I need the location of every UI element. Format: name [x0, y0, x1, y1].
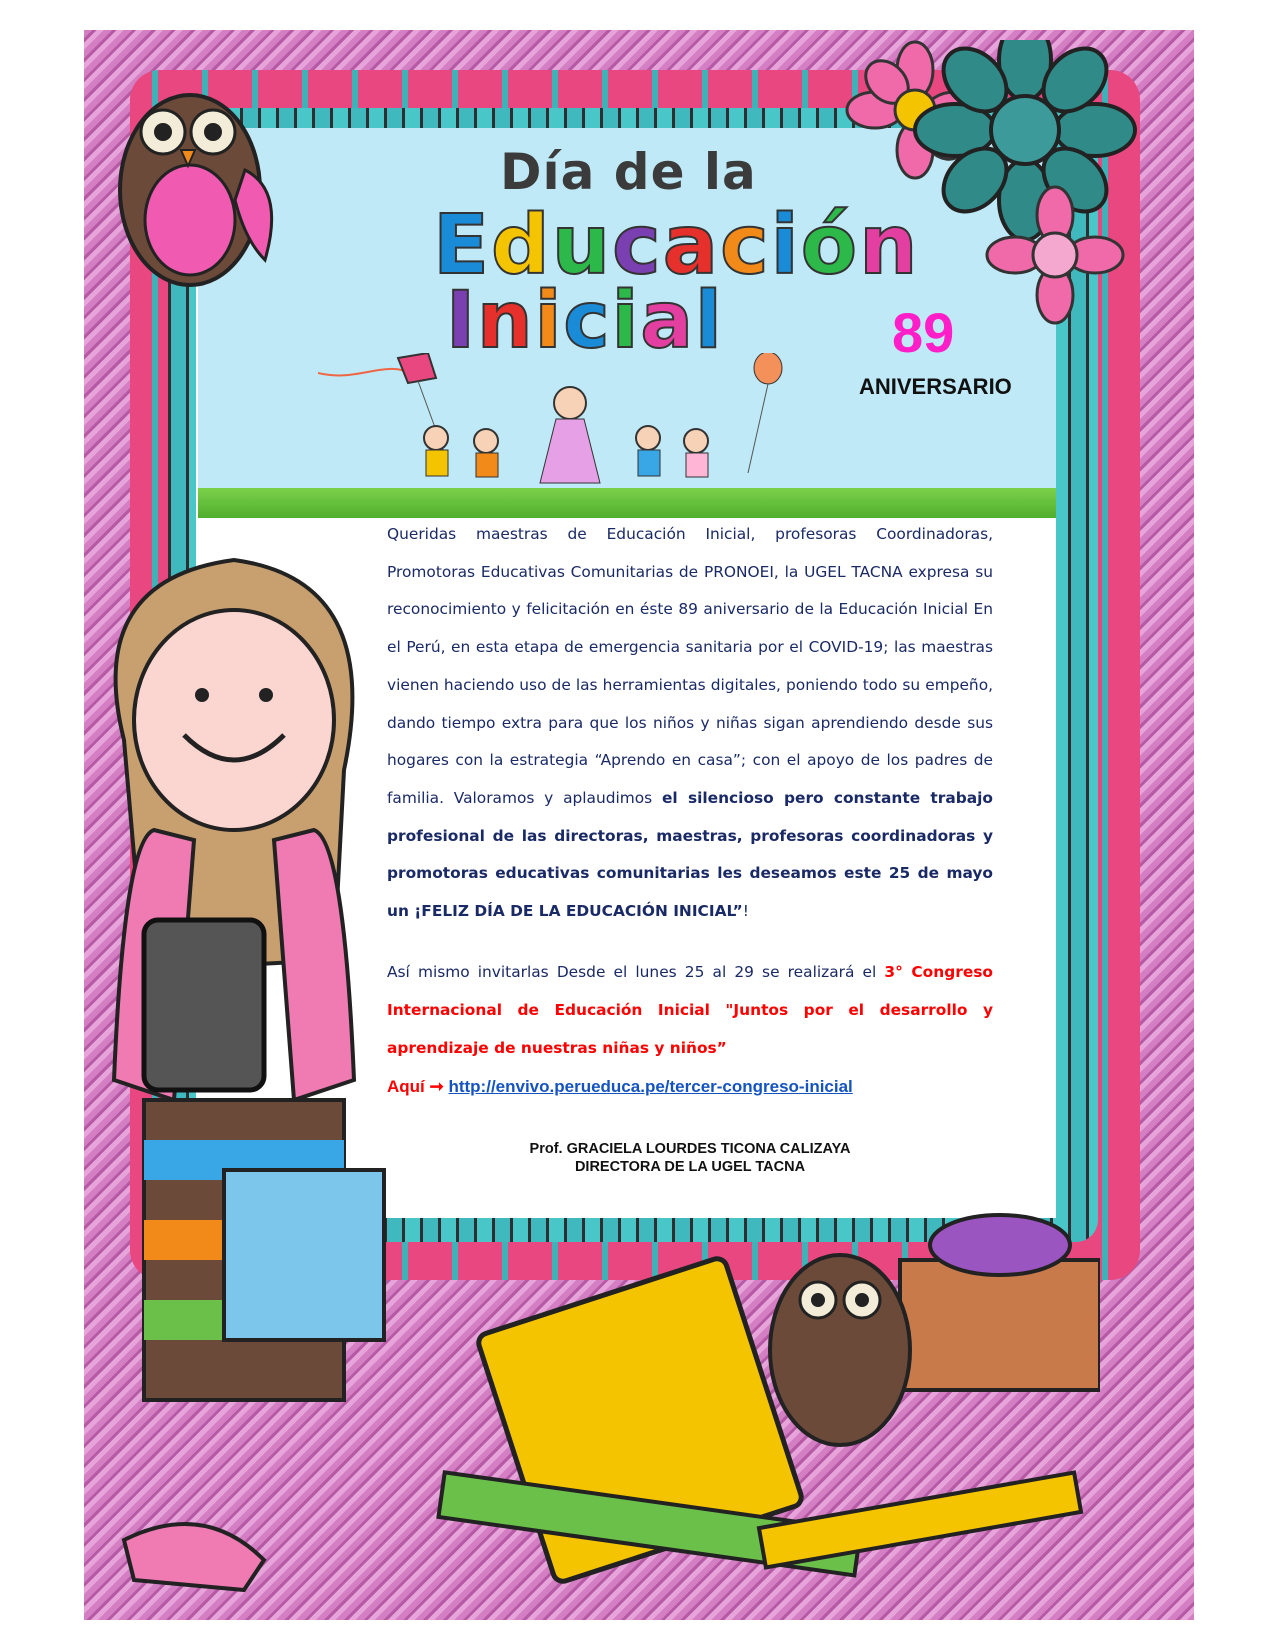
title-letter: c: [563, 276, 612, 366]
signature-name: Prof. GRACIELA LOURDES TICONA CALIZAYA: [529, 1141, 851, 1157]
title-letter: i: [770, 198, 801, 293]
letter-body: [387, 516, 993, 1097]
signature-title: DIRECTORA DE LA UGEL TACNA: [574, 1159, 806, 1175]
invitation-paragraph: [387, 953, 993, 1067]
greeting-text: Queridas maestras de Educación Inicial, profesoras Coordinadoras, Promotoras Educativas Comunitarias de PRONOEI, la UGEL TACNA expresa su reconocimiento y felicitación en éste 89 aniversario de la Educación Inicial En el Perú, en esta etapa de emergencia sanitaria por el COVID-19; las maestras vienen haciendo uso de las herramientas digitales, poniendo todo su empeño, dando tiempo extra para que los niños y niñas sigan aprendiendo desde sus hogares con la estrategia “Aprendo en casa”; con el apoyo de los padres de familia. Valoramos y aplaudimos: [387, 525, 993, 807]
congress-link[interactable]: http://envivo.perueduca.pe/tercer-congreso-inicial: [448, 1076, 853, 1096]
invitation-text: Así mismo invitarlas Desde el lunes 25 al 29 se realizará el: [387, 962, 885, 981]
link-label: Aquí ➞: [387, 1076, 449, 1096]
title-letter: I: [446, 276, 478, 366]
children-illustration: [318, 353, 798, 493]
greeting-paragraph: [387, 516, 993, 931]
title-line-1: Día de la: [500, 143, 757, 201]
signature-block: [387, 1140, 993, 1176]
link-line: [387, 1077, 993, 1097]
title-letter: u: [551, 198, 613, 293]
grass-strip: [198, 488, 1056, 518]
greeting-exclamation: !: [742, 902, 749, 921]
congress-name: 3° Congreso Internacional de Educación Inicial "Juntos por el desarrollo y aprendizaje de nuestras niñas y niños”: [387, 962, 993, 1057]
girl-illustration: [84, 540, 404, 1620]
anniversary-label: ANIVERSARIO: [859, 374, 1012, 399]
title-letter: n: [859, 198, 920, 293]
greeting-closing: ¡FELIZ DÍA DE LA EDUCACIÓN INICIAL”: [414, 902, 743, 921]
title-letter: l: [694, 276, 724, 366]
flowers-illustration: [840, 40, 1180, 330]
title-letter: a: [662, 198, 721, 293]
anniversary-number: 89: [892, 301, 955, 364]
title-letter: ó: [800, 198, 860, 293]
school-supplies-illustration: [380, 1200, 1100, 1620]
title-letter: c: [612, 198, 663, 293]
title-letter: i: [534, 276, 564, 366]
title-letter: E: [433, 198, 492, 293]
greeting-bold-text: el silencioso pero constante trabajo profesional de las directoras, maestras, profesoras coordinadoras y promotoras educativas comunitarias les deseamos este 25 de mayo un: [387, 788, 993, 921]
title-letter: n: [477, 276, 535, 366]
title-letter: i: [611, 276, 641, 366]
title-letter: a: [640, 276, 695, 366]
title-letter: d: [491, 198, 552, 293]
title-letter: c: [720, 198, 771, 293]
owl-top-left-illustration: [95, 70, 285, 290]
